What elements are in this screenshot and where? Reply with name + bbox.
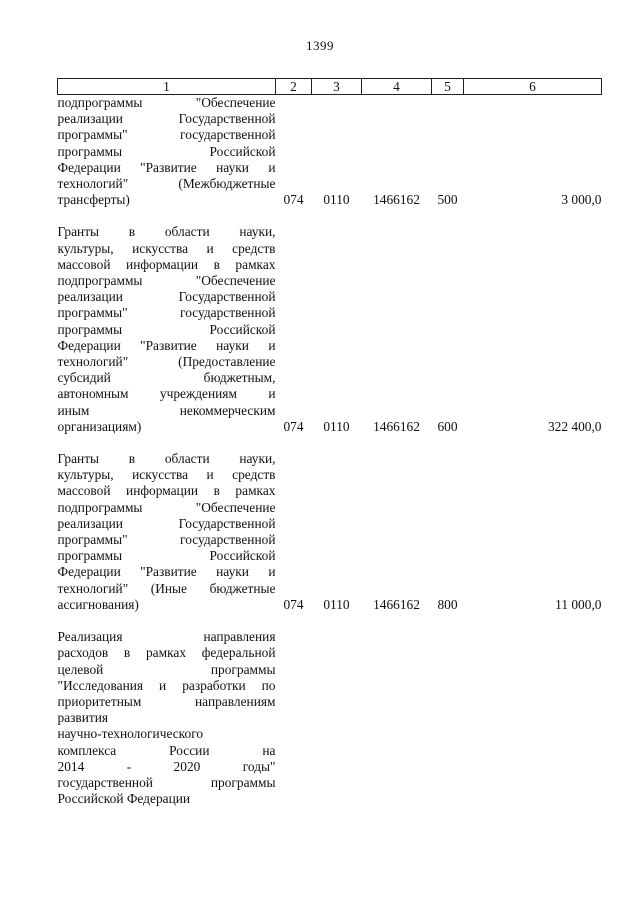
section-code: 0110 xyxy=(323,192,350,208)
description-line: программы Российской xyxy=(57,321,276,337)
description-line: подпрограммы "Обеспечение xyxy=(57,95,276,110)
header-col-1: 1 xyxy=(58,79,276,95)
row-spacer xyxy=(58,208,602,224)
description-line: целевой программы xyxy=(57,661,276,677)
description-line: Федерации "Развитие науки и xyxy=(57,337,276,353)
ministry-code: 074 xyxy=(283,192,304,208)
ministry-code: 074 xyxy=(283,596,304,612)
description-line: субсидий бюджетным, xyxy=(57,370,276,386)
description-line: программы" государственной xyxy=(57,532,276,548)
row-description xyxy=(58,451,276,613)
description-line: Гранты в области науки, xyxy=(57,224,276,240)
header-col-3: 3 xyxy=(312,79,362,95)
description-line: культуры, искусства и средств xyxy=(57,467,276,483)
expense-type-code: 500 xyxy=(437,192,458,208)
ministry-code: 074 xyxy=(283,418,304,434)
table-row xyxy=(58,451,602,613)
description-line: технологий" (Иные бюджетные xyxy=(57,580,276,596)
header-col-6: 6 xyxy=(464,79,602,95)
expense-type-code: 600 xyxy=(437,418,458,434)
description-line: Гранты в области науки, xyxy=(57,451,276,467)
ministry-code xyxy=(276,629,312,807)
description-line: технологий" (Межбюджетные xyxy=(57,176,276,192)
description-line: подпрограммы "Обеспечение xyxy=(57,273,276,289)
amount xyxy=(464,629,602,807)
amount: 3 000,0 xyxy=(561,192,602,208)
row-description xyxy=(58,224,276,435)
description-line: программы" государственной xyxy=(57,127,276,143)
header-col-2: 2 xyxy=(276,79,312,95)
description-line: Российской Федерации xyxy=(57,791,191,807)
section-code xyxy=(312,629,362,807)
description-line: Федерации "Развитие науки и xyxy=(57,564,276,580)
description-line: программы Российской xyxy=(57,143,276,159)
description-line: расходов в рамках федеральной xyxy=(57,645,276,661)
header-col-4: 4 xyxy=(362,79,432,95)
table-row xyxy=(58,224,602,435)
page-number: 1399 xyxy=(306,38,334,53)
description-line: подпрограммы "Обеспечение xyxy=(57,499,276,515)
description-line: организациям) xyxy=(57,418,142,434)
target-article-code xyxy=(362,629,432,807)
target-article-code: 1466162 xyxy=(373,596,420,612)
description-line: развития xyxy=(57,710,109,726)
description-line: комплекса России на xyxy=(57,742,276,758)
description-line: массовой информации в рамках xyxy=(57,256,276,272)
description-line: Реализация направления xyxy=(57,629,276,645)
table-header-row xyxy=(58,79,602,95)
description-line: культуры, искусства и средств xyxy=(57,240,276,256)
description-line: "Исследования и разработки по xyxy=(57,677,276,693)
target-article-code: 1466162 xyxy=(373,192,420,208)
description-line: автономным учреждениям и xyxy=(57,386,276,402)
description-line: ассигнования) xyxy=(57,596,139,612)
description-line: научно-технологического xyxy=(57,726,204,742)
description-line: реализации Государственной xyxy=(57,111,276,127)
description-line: иным некоммерческим xyxy=(57,402,276,418)
description-line: 2014 - 2020 годы" xyxy=(57,758,276,774)
table-row xyxy=(58,95,602,209)
description-line: массовой информации в рамках xyxy=(57,483,276,499)
description-line: Федерации "Развитие науки и xyxy=(57,159,276,175)
row-spacer xyxy=(58,435,602,451)
amount: 322 400,0 xyxy=(547,418,602,434)
table-row xyxy=(58,629,602,807)
header-col-5: 5 xyxy=(432,79,464,95)
description-line: технологий" (Предоставление xyxy=(57,354,276,370)
description-line: государственной программы xyxy=(57,774,276,790)
expense-type-code xyxy=(432,629,464,807)
description-line: реализации Государственной xyxy=(57,515,276,531)
description-line: трансферты) xyxy=(57,192,130,208)
description-line: программы" государственной xyxy=(57,305,276,321)
description-line: программы Российской xyxy=(57,548,276,564)
budget-table xyxy=(57,78,602,807)
expense-type-code: 800 xyxy=(437,596,458,612)
row-description xyxy=(58,629,276,807)
description-line: реализации Государственной xyxy=(57,289,276,305)
section-code: 0110 xyxy=(323,596,350,612)
row-spacer xyxy=(58,613,602,629)
amount: 11 000,0 xyxy=(555,596,602,612)
target-article-code: 1466162 xyxy=(373,418,420,434)
description-line: приоритетным направлениям xyxy=(57,693,276,709)
row-description xyxy=(58,95,276,209)
section-code: 0110 xyxy=(323,418,350,434)
